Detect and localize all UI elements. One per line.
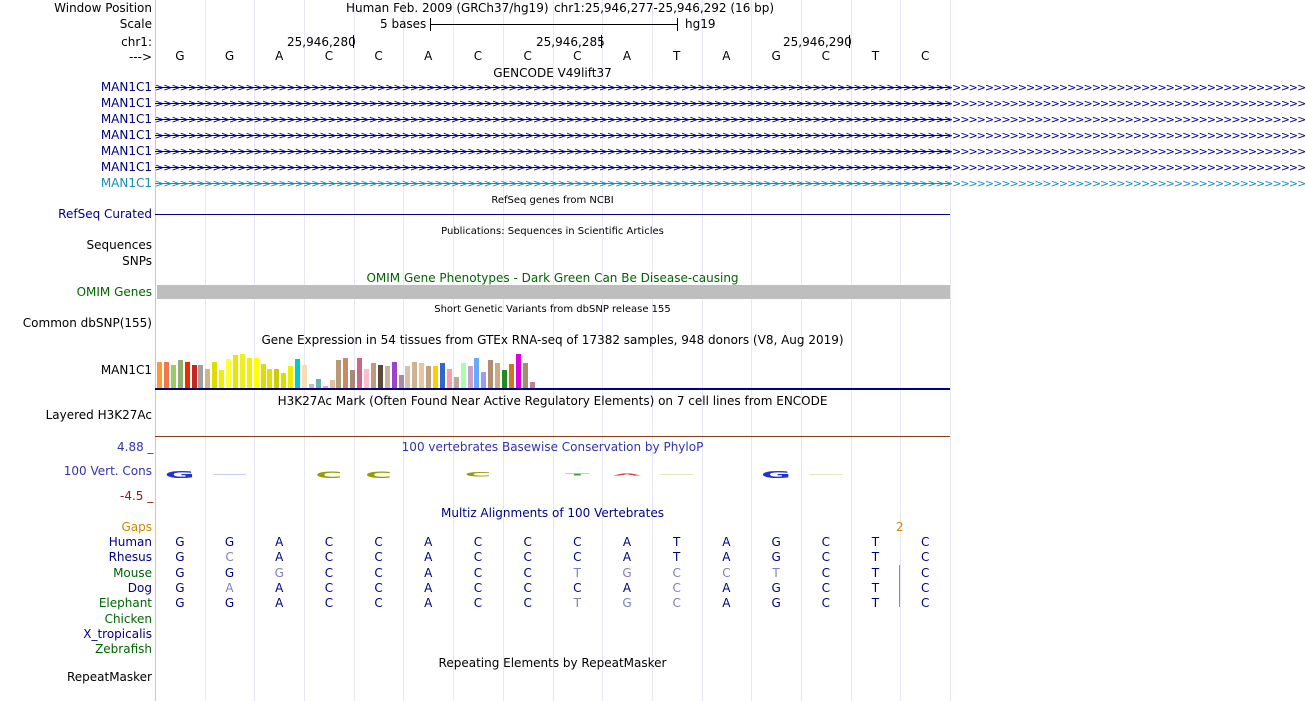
base-c: C bbox=[473, 49, 483, 63]
base-c: C bbox=[722, 565, 731, 580]
gaps-label[interactable]: Gaps bbox=[121, 520, 152, 534]
base-a: A bbox=[424, 535, 433, 549]
base-c: C bbox=[374, 49, 383, 63]
base-g: G bbox=[175, 535, 185, 549]
species-alignment-row[interactable] bbox=[155, 627, 950, 642]
base-c: C bbox=[473, 565, 483, 580]
gtex-tissue-bar[interactable] bbox=[205, 369, 210, 388]
base-t: T bbox=[673, 535, 681, 549]
gtex-tissue-bar[interactable] bbox=[164, 362, 169, 388]
phylop-base-mark: — bbox=[658, 472, 695, 477]
gencode-transcript[interactable]: >>>>>>>>>>>>>>>>>>>>>>>>>>>>>>>>>>>>>>>>>>>>>>>>>>>>>>>>>>>>>>>>>>>>>>>>>>>>>>>>>>>>>>>>>>>>>>>>>>>>>>>>>>>>>>>>>>>>>>>>>>>>>>>>>>>>>>>>>>>> bbox=[155, 129, 1305, 142]
gtex-bar-chart[interactable] bbox=[157, 346, 537, 388]
publications-snps-label[interactable]: SNPs bbox=[122, 254, 152, 268]
base-g: G bbox=[771, 535, 781, 549]
gtex-tissue-bar[interactable] bbox=[433, 366, 438, 388]
gtex-tissue-bar[interactable] bbox=[171, 365, 176, 388]
gtex-tissue-bar[interactable] bbox=[399, 375, 404, 388]
gencode-gene-label[interactable]: MAN1C1 bbox=[100, 128, 152, 142]
base-c: C bbox=[920, 565, 930, 580]
gtex-tissue-bar[interactable] bbox=[350, 370, 355, 388]
base-c: C bbox=[374, 580, 383, 595]
base-t: T bbox=[871, 550, 880, 565]
transcript-line bbox=[155, 119, 950, 120]
base-g: G bbox=[224, 49, 235, 63]
h3k27ac-title[interactable]: H3K27Ac Mark (Often Found Near Active Regulatory Elements) on 7 cell lines from ENCODE bbox=[277, 394, 828, 408]
base-c: C bbox=[672, 565, 681, 580]
species-alignment-row[interactable] bbox=[155, 550, 950, 565]
transcript-line bbox=[155, 151, 950, 152]
gencode-transcript[interactable]: >>>>>>>>>>>>>>>>>>>>>>>>>>>>>>>>>>>>>>>>>>>>>>>>>>>>>>>>>>>>>>>>>>>>>>>>>>>>>>>>>>>>>>>>>>>>>>>>>>>>>>>>>>>>>>>>>>>>>>>>>>>>>>>>>>>>>>>>>>>> bbox=[155, 145, 1305, 158]
base-g: G bbox=[224, 596, 235, 611]
h3k27ac-label[interactable]: Layered H3K27Ac bbox=[45, 408, 152, 422]
gtex-tissue-bar[interactable] bbox=[226, 359, 231, 388]
base-c: C bbox=[225, 550, 234, 565]
gtex-tissue-bar[interactable] bbox=[364, 369, 369, 388]
base-g: G bbox=[771, 596, 781, 611]
phylop-title[interactable]: 100 vertebrates Basewise Conservation by PhyloP bbox=[401, 440, 704, 454]
gtex-tissue-bar[interactable] bbox=[440, 363, 445, 388]
base-t: T bbox=[871, 49, 880, 63]
base-a: A bbox=[722, 535, 731, 549]
base-a: A bbox=[722, 580, 731, 595]
base-a: A bbox=[275, 580, 284, 595]
base-g: G bbox=[175, 596, 185, 611]
species-alignment-row[interactable] bbox=[155, 566, 950, 581]
gencode-gene-label[interactable]: MAN1C1 bbox=[100, 160, 152, 174]
base-c: C bbox=[324, 596, 334, 611]
window-position: chr1:25,946,277-25,946,292 (16 bp) bbox=[554, 1, 775, 15]
species-alignment-row[interactable] bbox=[155, 596, 950, 611]
base-g: G bbox=[274, 565, 284, 580]
tick-mark bbox=[849, 35, 850, 48]
base-c: C bbox=[473, 550, 483, 565]
tick-mark bbox=[353, 35, 354, 48]
phylop-base-mark: C bbox=[365, 469, 392, 481]
base-t: T bbox=[871, 596, 880, 611]
phylop-max-label: 4.88 _ bbox=[117, 440, 154, 454]
phylop-base-mark: — bbox=[211, 472, 248, 477]
reference-sequence[interactable] bbox=[155, 49, 950, 64]
tick-label: 25,946,285 bbox=[536, 35, 605, 49]
refseq-label[interactable]: RefSeq Curated bbox=[58, 207, 152, 221]
gap-count: 2 bbox=[896, 520, 904, 534]
base-c: C bbox=[920, 596, 930, 611]
base-a: A bbox=[722, 596, 731, 611]
tick-mark bbox=[601, 35, 602, 48]
gtex-tissue-bar[interactable] bbox=[240, 354, 245, 388]
species-alignment-row[interactable] bbox=[155, 642, 950, 657]
base-c: C bbox=[374, 596, 383, 611]
phylop-base-mark: — bbox=[807, 472, 844, 477]
base-t: T bbox=[673, 49, 681, 63]
transcript-line bbox=[155, 135, 950, 136]
dbsnp-title[interactable]: Short Genetic Variants from dbSNP release 155 bbox=[434, 304, 671, 315]
phylop-base-mark: G bbox=[761, 469, 792, 481]
gtex-tissue-bar[interactable] bbox=[509, 364, 514, 388]
base-a: A bbox=[424, 596, 433, 611]
base-c: C bbox=[573, 535, 582, 549]
phylop-base-mark: C bbox=[315, 469, 343, 481]
base-a: A bbox=[722, 49, 731, 63]
base-a: A bbox=[424, 49, 433, 63]
base-t: T bbox=[573, 565, 582, 580]
species-label[interactable]: Rhesus bbox=[108, 550, 152, 565]
base-c: C bbox=[573, 49, 582, 63]
gtex-tissue-bar[interactable] bbox=[295, 359, 300, 388]
transcript-line bbox=[155, 183, 950, 184]
phylop-conservation-logo[interactable] bbox=[155, 460, 950, 490]
gtex-tissue-bar[interactable] bbox=[371, 363, 376, 388]
gtex-baseline bbox=[155, 388, 950, 390]
base-t: T bbox=[871, 565, 880, 580]
base-g: G bbox=[771, 550, 781, 565]
base-a: A bbox=[225, 580, 234, 595]
gtex-tissue-bar[interactable] bbox=[316, 379, 321, 388]
gtex-tissue-bar[interactable] bbox=[330, 380, 335, 388]
repeatmasker-label[interactable]: RepeatMasker bbox=[66, 670, 152, 684]
base-c: C bbox=[920, 550, 930, 565]
base-c: C bbox=[374, 535, 383, 549]
gtex-tissue-bar[interactable] bbox=[468, 366, 473, 388]
transcript-line bbox=[155, 87, 950, 88]
base-c: C bbox=[473, 535, 483, 549]
base-a: A bbox=[275, 596, 284, 611]
gtex-tissue-bar[interactable] bbox=[488, 360, 493, 388]
species-label[interactable]: X_tropicalis bbox=[83, 626, 152, 641]
base-g: G bbox=[175, 49, 185, 63]
base-c: C bbox=[821, 49, 830, 63]
species-label[interactable]: Chicken bbox=[104, 611, 152, 626]
gtex-tissue-bar[interactable] bbox=[198, 365, 203, 388]
assembly-name: Human Feb. 2009 (GRCh37/hg19) bbox=[346, 1, 549, 15]
base-g: G bbox=[224, 565, 235, 580]
gtex-tissue-bar[interactable] bbox=[495, 363, 500, 388]
base-a: A bbox=[275, 550, 284, 565]
gtex-tissue-bar[interactable] bbox=[405, 366, 410, 388]
base-c: C bbox=[920, 580, 930, 595]
base-g: G bbox=[771, 580, 781, 595]
gtex-tissue-bar[interactable] bbox=[185, 362, 190, 388]
omim-feature-bar[interactable] bbox=[157, 285, 950, 299]
base-g: G bbox=[622, 596, 632, 611]
publications-title[interactable]: Publications: Sequences in Scientific Articles bbox=[441, 226, 664, 237]
gtex-tissue-bar[interactable] bbox=[254, 358, 259, 388]
base-c: C bbox=[324, 565, 334, 580]
transcript-line bbox=[155, 167, 950, 168]
gtex-tissue-bar[interactable] bbox=[502, 370, 507, 388]
base-c: C bbox=[821, 550, 830, 565]
gtex-tissue-bar[interactable] bbox=[281, 373, 286, 388]
base-g: G bbox=[175, 565, 185, 580]
base-c: C bbox=[324, 580, 334, 595]
gencode-gene-label[interactable]: MAN1C1 bbox=[100, 96, 152, 110]
species-alignment-row[interactable] bbox=[155, 535, 950, 550]
scale-bar bbox=[430, 24, 677, 25]
phylop-base-mark: T bbox=[564, 472, 590, 477]
gtex-tissue-bar[interactable] bbox=[378, 365, 383, 388]
window-position-label[interactable]: Window Position bbox=[54, 1, 152, 15]
base-a: A bbox=[622, 580, 632, 595]
base-a: A bbox=[622, 535, 632, 549]
base-g: G bbox=[622, 565, 632, 580]
gtex-tissue-bar[interactable] bbox=[461, 363, 466, 388]
gencode-title[interactable]: GENCODE V49lift37 bbox=[493, 66, 612, 80]
base-a: A bbox=[424, 550, 433, 565]
base-a: A bbox=[722, 550, 731, 565]
base-g: G bbox=[224, 535, 235, 549]
gencode-transcript[interactable]: >>>>>>>>>>>>>>>>>>>>>>>>>>>>>>>>>>>>>>>>>>>>>>>>>>>>>>>>>>>>>>>>>>>>>>>>>>>>>>>>>>>>>>>>>>>>>>>>>>>>>>>>>>>>>>>>>>>>>>>>>>>>>>>>>>>>>>>>>>>> bbox=[155, 177, 1305, 190]
base-t: T bbox=[573, 596, 582, 611]
base-t: T bbox=[673, 550, 681, 565]
gtex-tissue-bar[interactable] bbox=[178, 360, 183, 388]
base-c: C bbox=[324, 550, 334, 565]
base-a: A bbox=[622, 550, 632, 565]
base-c: C bbox=[473, 596, 483, 611]
scale-bar-right-cap bbox=[677, 18, 678, 31]
multiz-title[interactable]: Multiz Alignments of 100 Vertebrates bbox=[440, 506, 665, 520]
omim-label[interactable]: OMIM Genes bbox=[76, 285, 152, 299]
base-c: C bbox=[821, 580, 830, 595]
gencode-transcript[interactable]: >>>>>>>>>>>>>>>>>>>>>>>>>>>>>>>>>>>>>>>>>>>>>>>>>>>>>>>>>>>>>>>>>>>>>>>>>>>>>>>>>>>>>>>>>>>>>>>>>>>>>>>>>>>>>>>>>>>>>>>>>>>>>>>>>>>>>>>>>>>> bbox=[155, 81, 1305, 94]
chrom-label[interactable]: chr1: bbox=[121, 35, 152, 49]
scale-text: 5 bases bbox=[380, 17, 427, 31]
gtex-tissue-bar[interactable] bbox=[157, 362, 162, 388]
gtex-tissue-bar[interactable] bbox=[385, 366, 390, 388]
gtex-tissue-bar[interactable] bbox=[454, 377, 459, 388]
base-a: A bbox=[424, 580, 433, 595]
gtex-tissue-bar[interactable] bbox=[219, 370, 224, 388]
base-c: C bbox=[821, 535, 830, 549]
gtex-label[interactable]: MAN1C1 bbox=[100, 363, 152, 377]
gtex-tissue-bar[interactable] bbox=[247, 358, 252, 388]
base-c: C bbox=[374, 550, 383, 565]
base-c: C bbox=[672, 596, 681, 611]
h3k27ac-baseline bbox=[155, 436, 950, 437]
base-c: C bbox=[523, 535, 532, 549]
phylop-min-label: -4.5 _ bbox=[120, 489, 154, 503]
gencode-gene-label[interactable]: MAN1C1 bbox=[100, 112, 152, 126]
base-c: C bbox=[523, 580, 532, 595]
scale-bar-left-cap bbox=[430, 18, 431, 31]
base-c: C bbox=[920, 535, 930, 549]
base-a: A bbox=[622, 49, 632, 63]
gtex-tissue-bar[interactable] bbox=[336, 360, 341, 388]
base-c: C bbox=[573, 550, 582, 565]
refseq-title[interactable]: RefSeq genes from NCBI bbox=[491, 195, 614, 206]
species-label[interactable]: Zebrafish bbox=[95, 642, 152, 657]
gencode-transcript[interactable]: >>>>>>>>>>>>>>>>>>>>>>>>>>>>>>>>>>>>>>>>>>>>>>>>>>>>>>>>>>>>>>>>>>>>>>>>>>>>>>>>>>>>>>>>>>>>>>>>>>>>>>>>>>>>>>>>>>>>>>>>>>>>>>>>>>>>>>>>>>>> bbox=[155, 113, 1305, 126]
base-c: C bbox=[573, 580, 582, 595]
gtex-tissue-bar[interactable] bbox=[261, 364, 266, 388]
species-label[interactable]: Elephant bbox=[98, 596, 152, 611]
base-c: C bbox=[324, 535, 334, 549]
phylop-label[interactable]: 100 Vert. Cons bbox=[63, 464, 152, 478]
species-label[interactable]: Human bbox=[108, 535, 152, 549]
phylop-base-mark: C bbox=[464, 471, 492, 479]
base-t: T bbox=[871, 580, 880, 595]
repeatmasker-title[interactable]: Repeating Elements by RepeatMasker bbox=[438, 656, 667, 670]
base-c: C bbox=[473, 580, 483, 595]
base-c: C bbox=[523, 550, 532, 565]
gtex-title[interactable]: Gene Expression in 54 tissues from GTEx RNA-seq of 17382 samples, 948 donors (V8, Aug 2019) bbox=[261, 333, 844, 347]
base-c: C bbox=[523, 596, 532, 611]
base-g: G bbox=[175, 580, 185, 595]
base-t: T bbox=[772, 565, 780, 580]
strand-label[interactable]: ---> bbox=[128, 50, 152, 64]
gtex-tissue-bar[interactable] bbox=[343, 358, 348, 388]
species-label[interactable]: Dog bbox=[127, 580, 152, 595]
base-a: A bbox=[275, 49, 284, 63]
base-g: G bbox=[771, 49, 781, 63]
base-c: C bbox=[821, 565, 830, 580]
dbsnp-label[interactable]: Common dbSNP(155) bbox=[22, 316, 152, 330]
base-c: C bbox=[324, 49, 334, 63]
base-t: T bbox=[871, 535, 880, 549]
gap-marker bbox=[899, 565, 900, 607]
base-c: C bbox=[821, 596, 830, 611]
refseq-feature-line[interactable] bbox=[155, 214, 950, 215]
gtex-tissue-bar[interactable] bbox=[192, 365, 197, 388]
gtex-tissue-bar[interactable] bbox=[267, 369, 272, 388]
gtex-tissue-bar[interactable] bbox=[516, 354, 521, 388]
base-c: C bbox=[374, 565, 383, 580]
species-label[interactable]: Mouse bbox=[113, 565, 152, 580]
scale-label[interactable]: Scale bbox=[119, 17, 152, 31]
gtex-tissue-bar[interactable] bbox=[392, 362, 397, 388]
gtex-tissue-bar[interactable] bbox=[212, 362, 217, 388]
gencode-transcript[interactable]: >>>>>>>>>>>>>>>>>>>>>>>>>>>>>>>>>>>>>>>>>>>>>>>>>>>>>>>>>>>>>>>>>>>>>>>>>>>>>>>>>>>>>>>>>>>>>>>>>>>>>>>>>>>>>>>>>>>>>>>>>>>>>>>>>>>>>>>>>>>> bbox=[155, 97, 1305, 110]
base-g: G bbox=[175, 550, 185, 565]
gtex-tissue-bar[interactable] bbox=[274, 369, 279, 388]
tick-label: 25,946,290 bbox=[783, 35, 852, 49]
publications-sequences-label[interactable]: Sequences bbox=[86, 238, 152, 252]
scale-db: hg19 bbox=[685, 17, 716, 31]
gencode-gene-label[interactable]: MAN1C1 bbox=[100, 176, 152, 190]
gtex-tissue-bar[interactable] bbox=[474, 358, 479, 388]
gtex-tissue-bar[interactable] bbox=[412, 362, 417, 388]
gencode-gene-label[interactable]: MAN1C1 bbox=[100, 80, 152, 94]
gtex-tissue-bar[interactable] bbox=[426, 366, 431, 388]
tick-label: 25,946,280 bbox=[287, 35, 356, 49]
phylop-base-mark: G bbox=[164, 469, 195, 481]
base-a: A bbox=[275, 535, 284, 549]
gtex-tissue-bar[interactable] bbox=[233, 355, 238, 388]
gtex-tissue-bar[interactable] bbox=[288, 366, 293, 388]
base-c: C bbox=[523, 565, 532, 580]
gtex-tissue-bar[interactable] bbox=[481, 372, 486, 388]
gtex-tissue-bar[interactable] bbox=[357, 358, 362, 388]
base-c: C bbox=[920, 49, 930, 63]
gtex-tissue-bar[interactable] bbox=[419, 363, 424, 388]
omim-title[interactable]: OMIM Gene Phenotypes - Dark Green Can Be Disease-causing bbox=[366, 271, 739, 285]
base-c: C bbox=[672, 580, 681, 595]
species-alignment-row[interactable] bbox=[155, 581, 950, 596]
gtex-tissue-bar[interactable] bbox=[447, 369, 452, 388]
transcript-line bbox=[155, 103, 950, 104]
species-alignment-row[interactable] bbox=[155, 612, 950, 627]
gtex-tissue-bar[interactable] bbox=[523, 363, 528, 388]
phylop-base-mark: A bbox=[612, 472, 642, 477]
base-a: A bbox=[424, 565, 433, 580]
base-c: C bbox=[523, 49, 532, 63]
gtex-tissue-bar[interactable] bbox=[302, 365, 307, 388]
gencode-gene-label[interactable]: MAN1C1 bbox=[100, 144, 152, 158]
gencode-transcript[interactable]: >>>>>>>>>>>>>>>>>>>>>>>>>>>>>>>>>>>>>>>>>>>>>>>>>>>>>>>>>>>>>>>>>>>>>>>>>>>>>>>>>>>>>>>>>>>>>>>>>>>>>>>>>>>>>>>>>>>>>>>>>>>>>>>>>>>>>>>>>>>> bbox=[155, 161, 1305, 174]
